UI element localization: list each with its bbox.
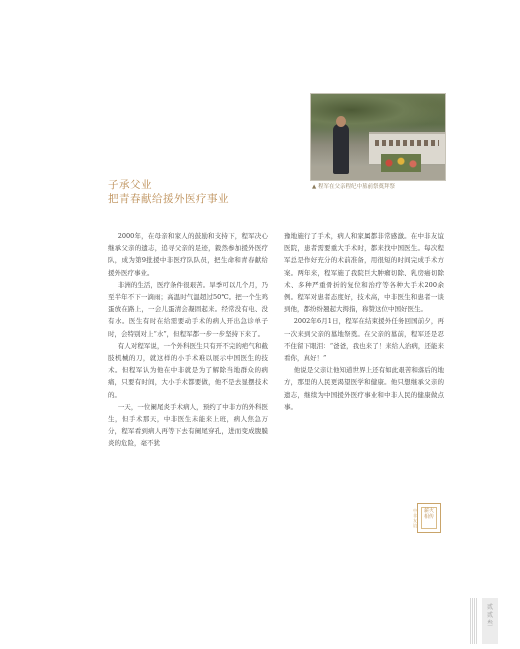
- left-column: [108, 230, 268, 450]
- paragraph: 一天，一位阑尾炎手术病人，预约了中非方的外科医生，但手术那天，中非医生未能来上班，病人焦急万分，程军看到病人再等下去有阑尾穿孔，进而变成腹膜炎的危险，毫不犹: [108, 402, 268, 448]
- paragraph: 2002年6月1日，程军在结束援外任务回国前夕，再一次来到父亲的墓地祭奠。在父亲的墓前，程军还是忍不住留下眼泪：“爸爸，我也来了！来给人治病，还能来看你，真好！”: [284, 317, 444, 363]
- memorial-photo: [310, 93, 446, 181]
- paragraph: 豫地施行了手术，病人和家属都非常感激。在中非友谊医院，患者需要重大手术时，都来找中国医生。每次程军总是作好充分的术前准备，用很短的时间完成手术方案。两年来，程军施了我院巨大肿瘤切除、乳房癌切除术、多种严重骨折的复位和治疗等各种大手术200余例。程军对患者态度好，技术高，中非医生和患者一谈到他，都纷纷翘起大拇指，称赞这位中国好医生。: [284, 232, 444, 314]
- page-edge-lines: [470, 598, 478, 644]
- photo-monument-inscription: [375, 140, 439, 146]
- paragraph: 非洲的生活，医疗条件很艰苦。旱季可以几个月，乃至半年不下一滴雨；高温时气温超过50℃。把一个生鸡蛋放在路上，一会儿蛋清会凝固起来。经常没有电、没有水。医生有时在给需要动手术的病人开出急诊单子时，会特别对上“水”，但程军都一步一步坚持下来了。: [108, 280, 268, 338]
- paragraph: 他说是父亲让他知道世界上还有如此艰苦和落后的地方，那里的人民更渴望医学和健康。他只想继承父亲的遗志，继续为中国援外医疗事业和中非人民的健康做点事。: [284, 366, 444, 411]
- photo-flowers: [381, 154, 421, 172]
- stamp-side-text: 中非友谊: [413, 508, 417, 528]
- decorative-stamp: [413, 503, 441, 533]
- paragraph: 2000年，在母亲和家人的鼓励和支持下，程军决心继承父亲的遗志，追寻父亲的足迹，毅然参加援外医疗队，成为第9批援中非医疗队队员，把生命和青春献给援外医疗事业。: [108, 232, 268, 277]
- page-number: 贰贰叁: [486, 605, 493, 627]
- photo-ground: [311, 166, 445, 180]
- stamp-text: 薪火相传: [421, 507, 437, 529]
- right-column: [284, 230, 444, 413]
- photo-person: [333, 124, 349, 174]
- section-title: [108, 178, 229, 206]
- photo-trees: [311, 94, 445, 134]
- paragraph: 有人对程军说，一个外科医生只有开不完的疤气和截肢机械的刀，就这样的小手术难以展示中国医生的技术。但程军认为他在中非就是为了解除当地群众的病痛，只要有时间，大小手术都要做，他不是去显摆技术的。: [108, 341, 268, 399]
- photo-caption: ▲ 程军在父亲程纪中墓前祭奠拜祭: [312, 184, 395, 190]
- section-title-line2: 把青春献给援外医疗事业: [108, 193, 229, 205]
- section-title-line1: 子承父业: [108, 179, 152, 191]
- photo-person-head: [336, 116, 346, 127]
